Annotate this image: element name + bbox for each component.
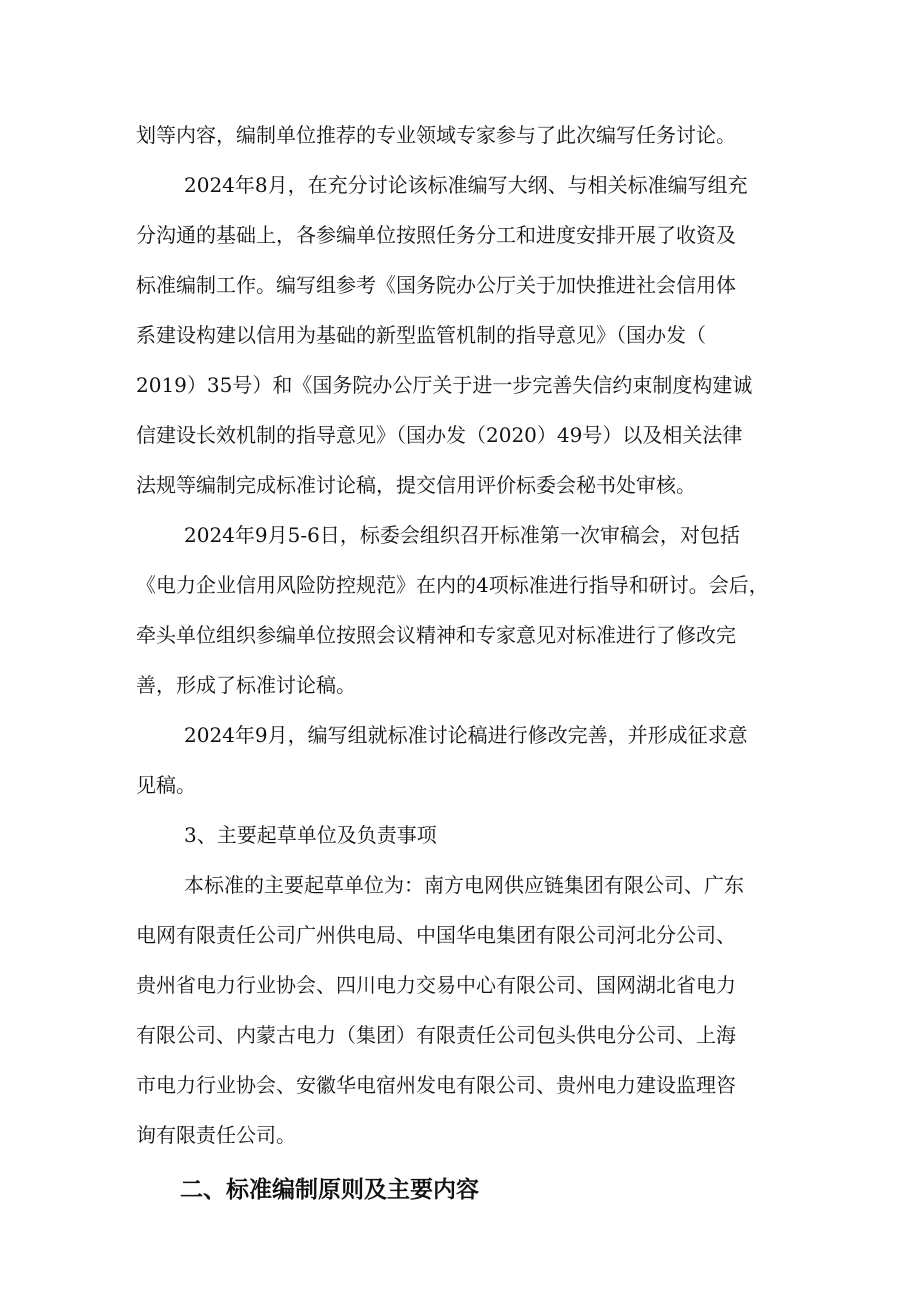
text-line-18: 贵州省电力行业协会、四川电力交易中心有限公司、国网湖北省电力 (136, 973, 736, 997)
text-line-12: 善，形成了标准讨论稿。 (136, 673, 356, 697)
section-heading: 二、标准编制原则及主要内容 (180, 1177, 479, 1203)
subsection-heading: 3、主要起草单位及负责事项 (184, 823, 437, 847)
text-line-10: 《电力企业信用风险防控规范》在内的4项标准进行指导和研讨。会后， (136, 573, 769, 597)
text-line-13: 2024年9月，编写组就标准讨论稿进行修改完善，并形成征求意 (184, 723, 748, 747)
text-line-20: 市电力行业协会、安徽华电宿州发电有限公司、贵州电力建设监理咨 (136, 1073, 736, 1097)
text-line-8: 法规等编制完成标准讨论稿，提交信用评价标委会秘书处审核。 (136, 473, 696, 497)
text-line-6: 2019）35号）和《国务院办公厅关于进一步完善失信约束制度构建诚 (136, 373, 753, 397)
text-line-2: 2024年8月，在充分讨论该标准编写大纲、与相关标准编写组充 (184, 173, 748, 197)
text-line-7: 信建设长效机制的指导意见》（国办发（2020）49号）以及相关法律 (136, 423, 743, 447)
text-line-11: 牵头单位组织参编单位按照会议精神和专家意见对标准进行了修改完 (136, 623, 736, 647)
text-line-4: 标准编制工作。编写组参考《国务院办公厅关于加快推进社会信用体 (136, 273, 736, 297)
text-line-21: 询有限责任公司。 (136, 1123, 296, 1147)
text-line-1: 划等内容，编制单位推荐的专业领域专家参与了此次编写任务讨论。 (136, 123, 736, 147)
text-line-3: 分沟通的基础上，各参编单位按照任务分工和进度安排开展了收资及 (136, 223, 736, 247)
text-line-17: 电网有限责任公司广州供电局、中国华电集团有限公司河北分公司、 (136, 923, 736, 947)
text-line-9: 2024年9月5-6日，标委会组织召开标准第一次审稿会，对包括 (184, 523, 740, 547)
text-line-5: 系建设构建以信用为基础的新型监管机制的指导意见》（国办发（ (136, 323, 706, 347)
text-line-19: 有限公司、内蒙古电力（集团）有限责任公司包头供电分公司、上海 (136, 1023, 736, 1047)
text-line-14: 见稿。 (136, 773, 196, 797)
text-line-16: 本标准的主要起草单位为：南方电网供应链集团有限公司、广东 (184, 873, 744, 897)
